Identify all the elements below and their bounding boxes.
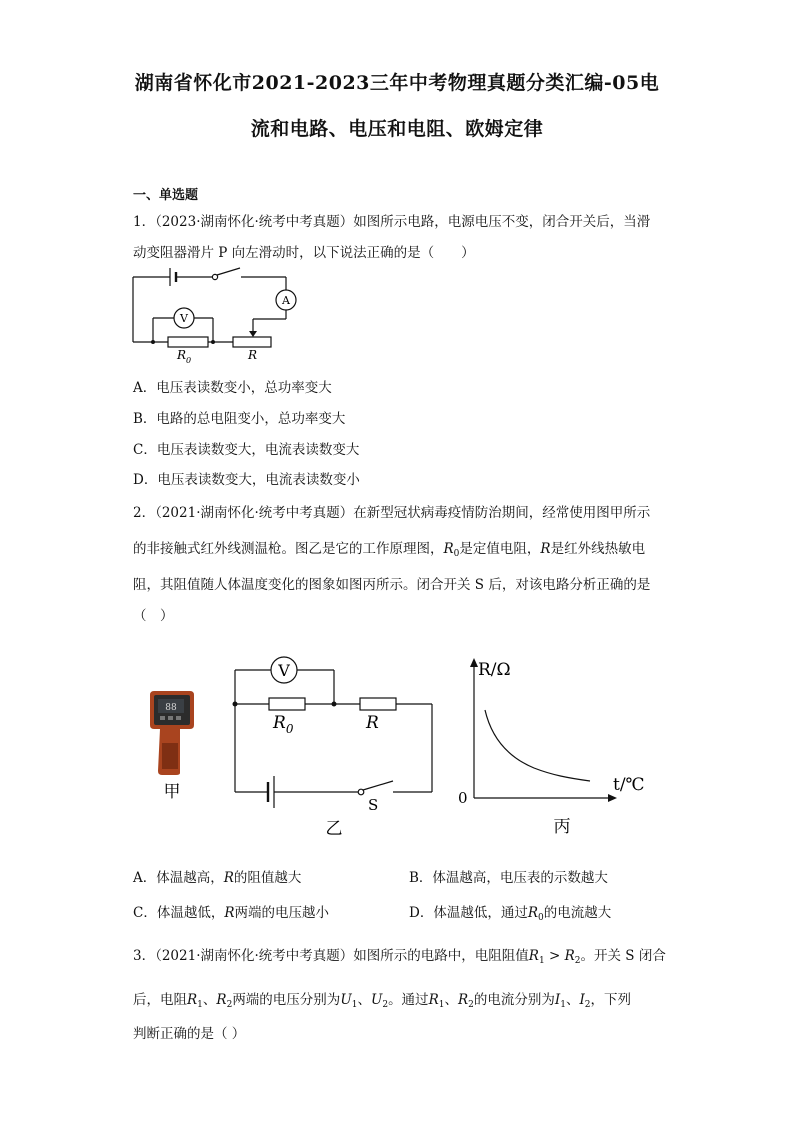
label-yi: 乙 — [325, 819, 343, 839]
y-axis-arrow — [470, 658, 478, 667]
r0-label: $R_0$ — [177, 348, 192, 365]
q2-stem-line-2: 的非接触式红外线测温枪。图乙是它的工作原理图，$R_0$是定值电阻，R是红外线热敏电 — [133, 541, 646, 559]
page-title-line-1: 湖南省怀化市2021-2023三年中考物理真题分类汇编-05电 — [134, 72, 660, 94]
switch-pivot — [212, 274, 217, 279]
switch-blade — [217, 268, 240, 275]
r0-resistor — [269, 698, 305, 710]
q2-option-d: D．体温越低，通过$R_0$的电流越大 — [409, 905, 612, 923]
thermistor-label: R — [366, 713, 379, 733]
switch-pivot — [358, 789, 364, 795]
q1-option-d: D．电压表读数变大，电流表读数变小 — [133, 472, 360, 488]
q2-stem-line-4: （ ） — [133, 608, 174, 624]
label-bing: 丙 — [553, 817, 571, 837]
q2-stem-line-1: 2．（2021·湖南怀化·统考中考真题）在新型冠状病毒疫情防治期间，经常使用图甲所示 — [133, 505, 651, 521]
r0-resistor — [168, 337, 208, 347]
page-title-line-2: 流和电路、电压和电阻、欧姆定律 — [250, 118, 544, 140]
q3-stem-line-3: 判断正确的是（ ） — [133, 1026, 246, 1042]
q3-stem-line-2: 后，电阻$R_1$、$R_2$两端的电压分别为$U_1$、$U_2$。通过$R_1$、$R_2$的电流分别为$I_1$、$I_2$，下列 — [133, 992, 632, 1010]
q2-circuit-diagram — [225, 650, 440, 845]
q3-stem-line-1: 3．（2021·湖南怀化·统考中考真题）如图所示的电路中，电阻阻值$R_1 > R_2$。开关 S 闭合 — [133, 948, 666, 966]
ammeter-label: A — [282, 294, 290, 307]
q1-stem-line-1: 1．（2023·湖南怀化·统考中考真题）如图所示电路，电源电压不变，闭合开关后，当滑 — [133, 214, 651, 230]
q2-option-a: A．体温越高，R的阻值越大 — [133, 870, 302, 886]
rheostat-resistor — [233, 337, 271, 347]
thermometer-screen-text: 88 — [165, 703, 177, 713]
slider-arrow — [249, 331, 257, 337]
switch-label: S — [368, 796, 379, 814]
q2-option-b: B．体温越高，电压表的示数越大 — [409, 870, 608, 886]
q2-stem-line-3: 阻，其阻值随人体温度变化的图象如图丙所示。闭合开关 S 后，对该电路分析正确的是 — [133, 577, 651, 593]
origin-label: 0 — [458, 789, 468, 807]
label-jia: 甲 — [163, 782, 181, 802]
voltmeter-label: V — [180, 312, 188, 325]
voltmeter-label: V — [278, 661, 290, 680]
q1-option-a: A．电压表读数变小，总功率变大 — [133, 380, 332, 396]
r0-label: $R_0$ — [273, 713, 294, 736]
x-axis-arrow — [608, 794, 617, 802]
q2-resistance-temperature-graph — [450, 652, 660, 842]
thermistor-resistor — [360, 698, 396, 710]
infrared-thermometer-figure — [140, 685, 205, 805]
x-axis-label: t/℃ — [613, 775, 645, 795]
q1-stem-line-2: 动变阻器滑片 P 向左滑动时，以下说法正确的是（ ） — [133, 245, 475, 261]
y-axis-label: R/Ω — [478, 660, 511, 680]
rheostat-label: R — [248, 348, 258, 362]
q2-option-c: C．体温越低，R两端的电压越小 — [133, 905, 330, 921]
q1-circuit-diagram — [128, 265, 303, 370]
q1-option-c: C．电压表读数变大，电流表读数变大 — [133, 442, 360, 458]
resistance-curve — [485, 710, 590, 781]
q1-option-b: B．电路的总电阻变小，总功率变大 — [133, 411, 346, 427]
switch-blade — [363, 781, 393, 790]
section-heading: 一、单选题 — [133, 188, 199, 203]
